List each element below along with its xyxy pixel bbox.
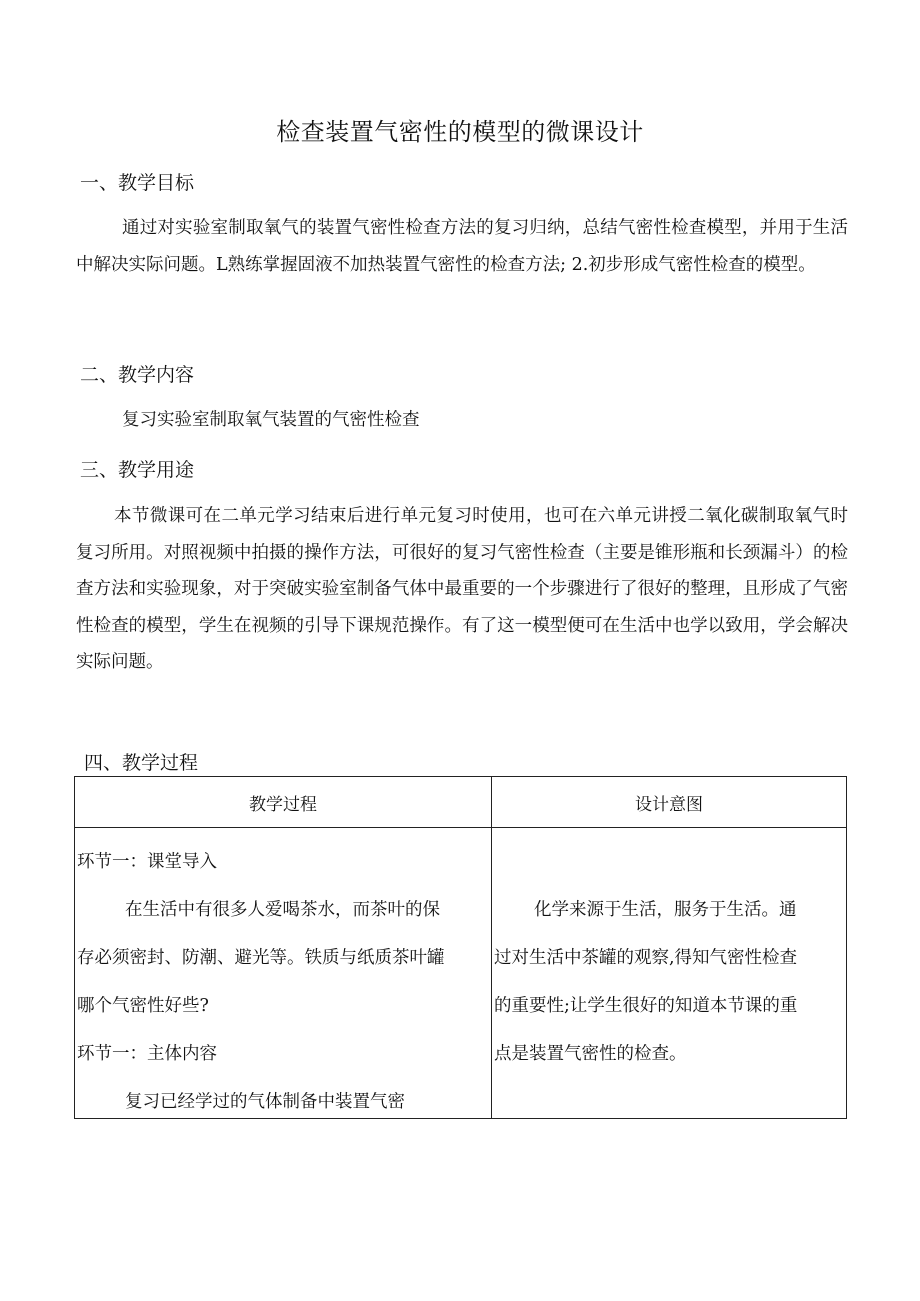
process-line: 环节一：课堂导入 xyxy=(77,852,217,872)
intent-line: 过对生活中茶罐的观察,得知气密性检查 xyxy=(494,948,798,968)
objectives-paragraph: 通过对实验室制取氧气的装置气密性检查方法的复习归纳，总结气密性检查模型，并用于生活中解决实际问题。L熟练掌握固液不加热装置气密性的检查方法; 2.初步形成气密性检查的模型。 xyxy=(76,218,848,275)
table-cell-intent xyxy=(492,828,847,1119)
intent-line: 点是装置气密性的检查。 xyxy=(494,1044,687,1064)
process-line: 复习已经学过的气体制备中装置气密 xyxy=(125,1092,405,1112)
section-heading-content: 二、教学内容 xyxy=(80,364,195,386)
section-heading-usage: 三、教学用途 xyxy=(80,459,195,481)
process-line: 哪个气密性好些? xyxy=(77,996,209,1016)
intent-line: 的重要性;让学生很好的知道本节课的重 xyxy=(494,996,798,1016)
table-header-process: 教学过程 xyxy=(75,777,492,828)
document-title: 检查装置气密性的模型的微课设计 xyxy=(276,118,644,146)
section-heading-process: 四、教学过程 xyxy=(84,752,199,774)
process-line: 环节一：主体内容 xyxy=(77,1044,217,1064)
process-line: 在生活中有很多人爱喝茶水，而茶叶的保 xyxy=(125,900,440,920)
intent-line: 化学来源于生活，服务于生活。通 xyxy=(534,900,797,920)
section-heading-objectives: 一、教学目标 xyxy=(80,172,195,194)
process-line: 存必须密封、防潮、避光等。铁质与纸质茶叶罐 xyxy=(77,948,445,968)
teaching-process-table xyxy=(74,776,847,1119)
content-paragraph: 复习实验室制取氧气装置的气密性检查 xyxy=(122,410,420,430)
usage-paragraph: 本节微课可在二单元学习结束后进行单元复习时使用，也可在六单元讲授二氧化碳制取氧气时复习所用。对照视频中拍摄的操作方法，可很好的复习气密性检查（主要是锥形瓶和长颈漏斗）的检查方法和实验现象，对于突破实验室制备气体中最重要的一个步骤进行了很好的整理，且形成了气密性检查的模型，学生在视频的引导下课规范操作。有了这一模型便可在生活中也学以致用，学会解决实际问题。 xyxy=(76,506,848,672)
table-header-intent: 设计意图 xyxy=(492,777,847,828)
table-cell-process xyxy=(75,828,492,1119)
table-row xyxy=(75,828,847,1119)
table-header-row xyxy=(75,777,847,828)
